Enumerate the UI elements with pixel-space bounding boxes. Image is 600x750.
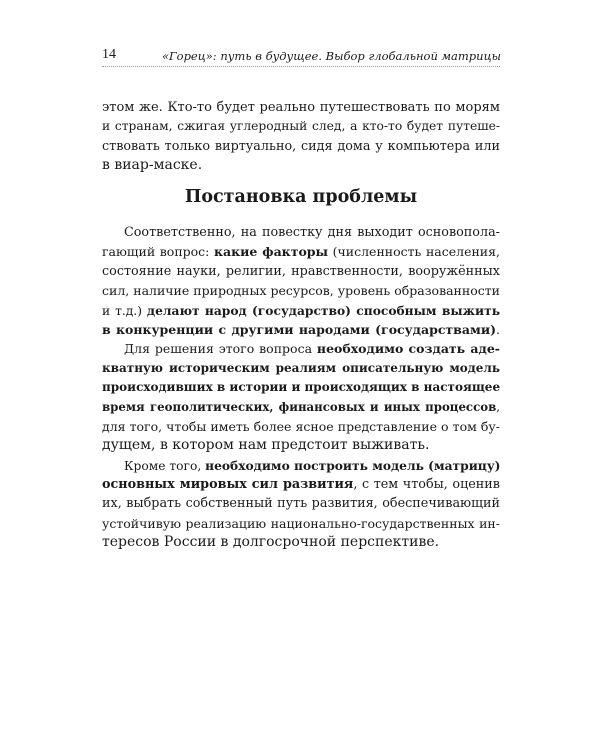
- text-line: [102, 359, 500, 378]
- text-line: дущем, в котором нам предстоит выживать.: [102, 437, 430, 454]
- text-line: [102, 456, 500, 475]
- text-line: [102, 475, 500, 494]
- text-run: .: [496, 321, 500, 337]
- section-body: [102, 223, 500, 553]
- text-line: ствовать только виртуально, сидя дома у компьютера или: [102, 138, 500, 154]
- bold-run: необходимо построить модель (матрицу): [205, 457, 501, 473]
- text-line: [102, 378, 500, 397]
- text-run: и т.д.): [102, 303, 147, 318]
- text-line: [102, 242, 500, 261]
- bold-run: время геополитических, финансовых и иных процессов: [102, 399, 497, 414]
- bold-run: какие факторы: [213, 244, 329, 260]
- text-line: [102, 301, 500, 320]
- text-line: тересов России в долгосрочной перспективе.: [102, 534, 440, 551]
- text-run: Кроме того,: [124, 458, 206, 473]
- text-run: , с тем чтобы, оценив: [353, 477, 500, 493]
- bold-run: необходимо создать аде-: [316, 341, 500, 357]
- text-run: (численность населения,: [328, 244, 500, 260]
- intro-paragraph: [102, 98, 500, 176]
- text-run: гающий вопрос:: [102, 244, 214, 260]
- text-line: в виар-маске.: [102, 157, 203, 174]
- page-number: 14: [102, 47, 116, 62]
- bold-run: происходивших в истории и происходящих в настоящее: [102, 380, 501, 395]
- bold-run: основных мировых сил развития: [102, 477, 354, 493]
- text-line: их, выбрать собственный путь развития, обеспечивающий: [102, 496, 500, 512]
- text-line: этом же. Кто-то будет реально путешествовать по морям: [102, 100, 500, 115]
- text-line: сил, наличие природных ресурсов, уровень образованности: [102, 283, 500, 299]
- bold-run: кватную историческим реалиям описательную модель: [102, 360, 500, 375]
- text-line: состояние науки, религии, нравственности, вооружённых: [102, 263, 500, 279]
- page-header: [102, 46, 500, 67]
- text-line: устойчивую реализацию национально-государственных ин-: [102, 515, 500, 531]
- text-run: ,: [496, 399, 500, 414]
- bold-run: делают народ (государство) способным выжить: [146, 302, 501, 318]
- text-line: Соответственно, на повестку дня выходит основопола-: [124, 225, 500, 240]
- section-heading: Постановка проблемы: [184, 187, 418, 207]
- bold-run: в конкуренции с другими народами (государствами): [102, 321, 497, 337]
- text-line: [102, 339, 500, 358]
- running-title: «Горец»: путь в будущее. Выбор глобальной матрицы: [162, 49, 501, 63]
- text-line: [102, 398, 500, 417]
- text-line: [102, 320, 500, 339]
- text-line: и странам, сжигая углеродный след, а кто-то будет путеше-: [102, 119, 500, 134]
- text-line: для того, чтобы иметь более ясное представление о том бу-: [102, 418, 500, 434]
- text-run: Для решения этого вопроса: [124, 341, 317, 357]
